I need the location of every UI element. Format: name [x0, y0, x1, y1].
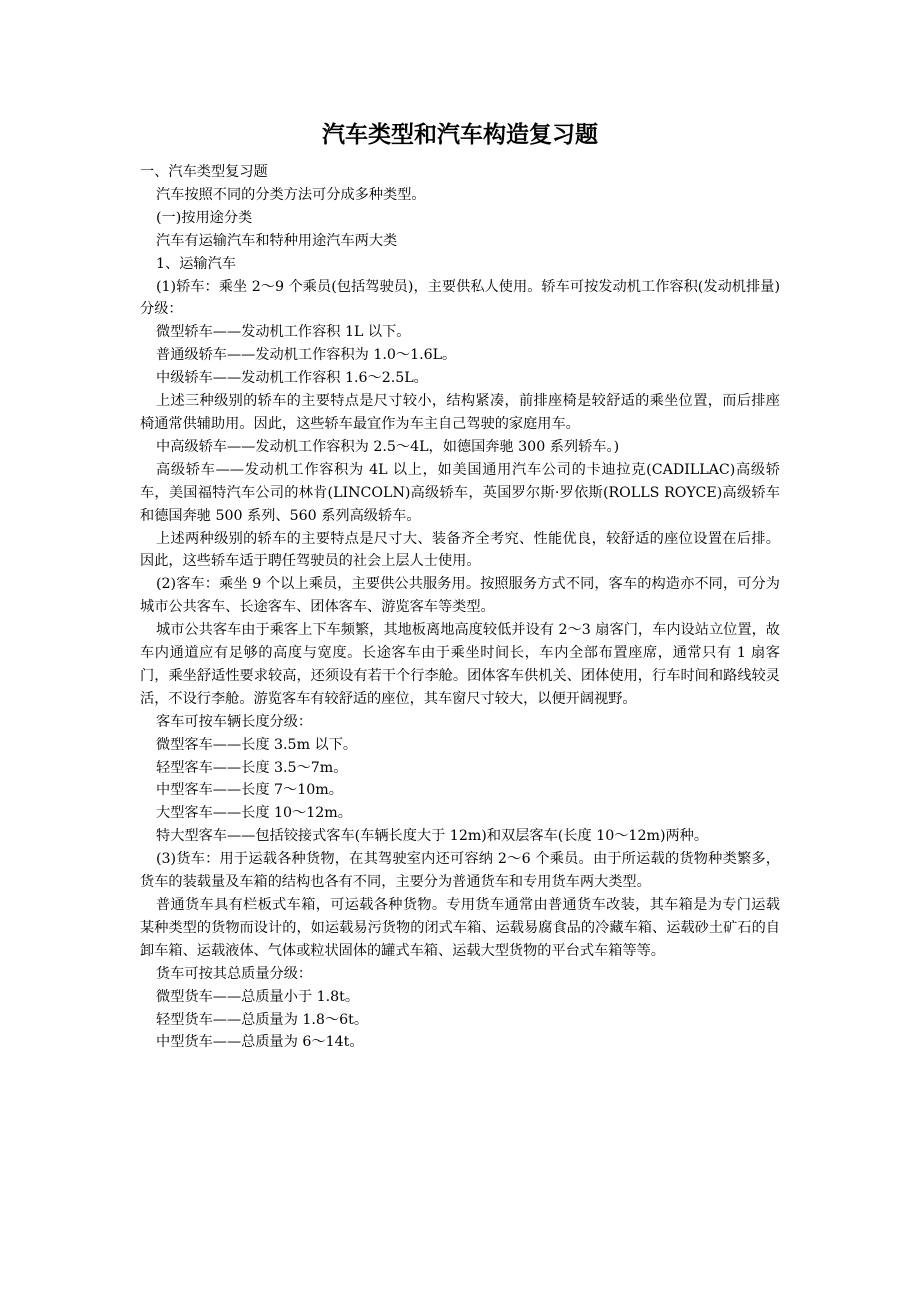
- paragraph: 客车可按车辆长度分级：: [156, 713, 313, 730]
- paragraph: 普通货车具有栏板式车箱，可运载各种货物。专用货车通常由普通货车改装，其车箱是为专门运载某种类型的货物而设计的，如运载易污货物的闭式车箱、运载易腐食品的冷藏车箱、运载砂土矿石的自卸车箱、运载液体、气体或粒状固体的罐式车箱、运载大型货物的平台式车箱等等。: [140, 897, 780, 959]
- paragraph: 中型货车——总质量为 6～14t。: [156, 1034, 364, 1051]
- paragraph: 上述两种级别的轿车的主要特点是尺寸大、装备齐全考究、性能优良，较舒适的座位设置在后排。因此，这些轿车适于聘任驾驶员的社会上层人士使用。: [140, 530, 780, 570]
- paragraph: 汽车按照不同的分类方法可分成多种类型。: [156, 186, 426, 203]
- paragraph: 中级轿车——发动机工作容积 1.6～2.5L。: [156, 370, 428, 387]
- paragraph: 轻型货车——总质量为 1.8～6t。: [156, 1011, 369, 1028]
- paragraph: 高级轿车——发动机工作容积为 4L 以上，如美国通用汽车公司的卡迪拉克(CADILLAC)高级轿车，美国福特汽车公司的林肯(LINCOLN)高级轿车，英国罗尔斯·罗依斯(ROLLS ROYCE)高级轿车和德国奔驰 500 系列、560 系列高级轿车。: [140, 461, 780, 524]
- paragraph: 微型货车——总质量小于 1.8t。: [156, 988, 360, 1005]
- document-title: 汽车类型和汽车构造复习题: [322, 122, 598, 148]
- paragraph: 1、运输汽车: [156, 255, 236, 272]
- paragraph: 货车可按其总质量分级：: [156, 965, 313, 982]
- paragraph: 汽车有运输汽车和特种用途汽车两大类: [156, 232, 398, 249]
- paragraph: 普通级轿车——发动机工作容积为 1.0～1.6L。: [156, 347, 457, 364]
- paragraph: 微型轿车——发动机工作容积 1L 以下。: [156, 324, 411, 341]
- paragraph: (1)轿车：乘坐 2～9 个乘员(包括驾驶员)，主要供私人使用。轿车可按发动机工作容积(发动机排量)分级：: [140, 278, 780, 318]
- paragraph: (一)按用途分类: [156, 209, 253, 226]
- paragraph: 一、汽车类型复习题: [140, 164, 268, 180]
- document-body: [140, 161, 780, 1054]
- paragraph: 中型客车——长度 7～10m。: [156, 782, 343, 799]
- paragraph: 城市公共客车由于乘客上下车频繁，其地板离地高度较低并设有 2～3 扇客门，车内设站立位置，故车内通道应有足够的高度与宽度。长途客车由于乘坐时间长，车内全部布置座席，通常只有 1 扇客门，乘坐舒适性要求较高，还须设有若干个行李舱。团体客车供机关、团体使用，行车时间和路线较灵活，不设行李舱。游览客车有较舒适的座位，其车窗尺寸较大，以便开阔视野。: [140, 622, 780, 707]
- paragraph: 微型客车——长度 3.5m 以下。: [156, 736, 358, 753]
- paragraph: 特大型客车——包括铰接式客车(车辆长度大于 12m)和双层客车(长度 10～12m)两种。: [156, 828, 709, 845]
- paragraph: 中高级轿车——发动机工作容积为 2.5～4L，如德国奔驰 300 系列轿车。): [156, 438, 620, 455]
- paragraph: (3)货车：用于运载各种货物，在其驾驶室内还可容纳 2～6 个乘员。由于所运载的货物种类繁多，货车的装载量及车箱的结构也各有不同，主要分为普通货车和专用货车两大类型。: [140, 851, 780, 891]
- paragraph: (2)客车：乘坐 9 个以上乘员，主要供公共服务用。按照服务方式不同，客车的构造亦不同，可分为城市公共客车、长途客车、团体客车、游览客车等类型。: [140, 576, 780, 616]
- paragraph: 上述三种级别的轿车的主要特点是尺寸较小，结构紧凑，前排座椅是较舒适的乘坐位置，而后排座椅通常供辅助用。因此，这些轿车最宜作为车主自己驾驶的家庭用车。: [140, 393, 780, 432]
- paragraph: 大型客车——长度 10～12m。: [156, 805, 352, 822]
- paragraph: 轻型客车——长度 3.5～7m。: [156, 759, 348, 776]
